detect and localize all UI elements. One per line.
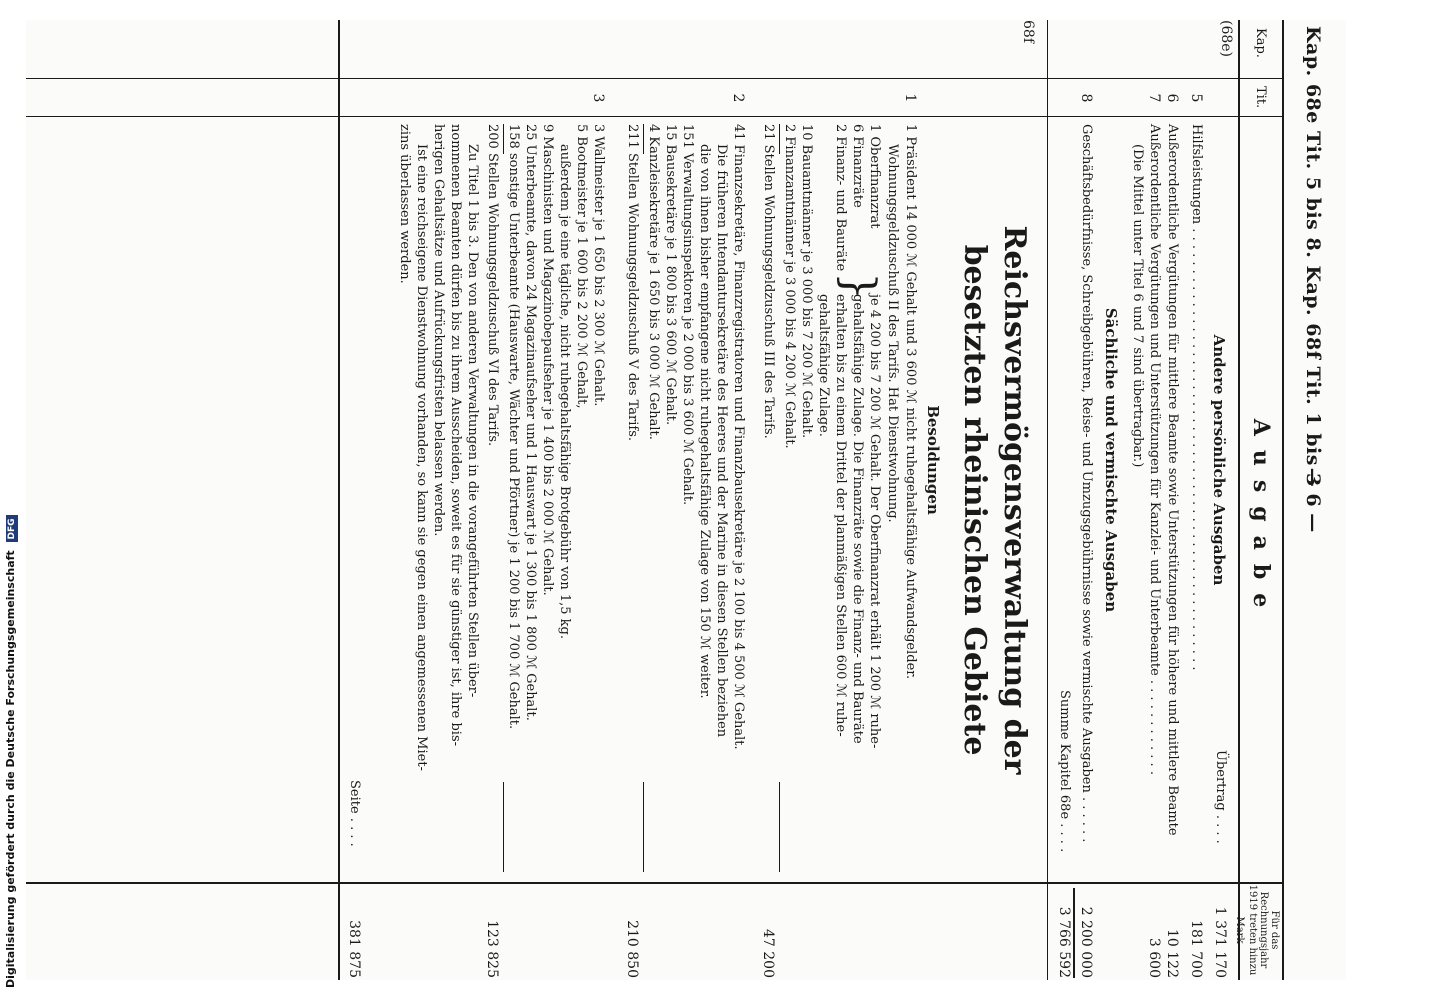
kap-68e-label: (68e) bbox=[1218, 20, 1234, 58]
header-rule bbox=[1282, 20, 1284, 980]
note-line-3: herigen Gehaltsätze und Aufrückungsfristen belassen werden. bbox=[431, 124, 446, 537]
tit-6-text: Außerordentliche Vergütungen für mittlere Beamte sowie Unterstützungen für höhere und mittlere Beamte bbox=[1165, 124, 1180, 836]
col-kap-heading: Kap. bbox=[1253, 28, 1268, 58]
tit-1-line-5: 10 Bauamtmänner je 3 000 bis 7 200 ℳ Gehalt. bbox=[799, 124, 814, 439]
tit-column-divider bbox=[26, 116, 1284, 117]
uebertrag-label: Übertrag . . . . bbox=[1213, 750, 1228, 844]
tit-8-number: 8 bbox=[1078, 93, 1094, 103]
note-line-2: nommenen Beamten dürfen bis zu ihrem Ausscheiden, soweit es für sie günstiger ist, ihre bis- bbox=[448, 124, 463, 747]
tit-5-amount: 181 700 bbox=[1188, 920, 1204, 978]
tit-1-group-1: 1 Oberfinanzrat bbox=[867, 124, 882, 229]
document-page bbox=[26, 20, 1346, 980]
dfg-logo: DFG bbox=[6, 515, 18, 542]
bottom-rule bbox=[339, 20, 341, 980]
tit-6-amount: 10 122 bbox=[1164, 929, 1180, 978]
tit-2-line-3: die von ihnen bisher empfangene nicht ruhegehaltsfähige Zulage von 150 ℳ weiter. bbox=[697, 144, 712, 699]
tit-1-line-1: 1 Präsident 14 000 ℳ Gehalt und 3 600 ℳ nicht ruhegehaltsfähige Aufwandsgelder. bbox=[903, 124, 918, 680]
tit-2-amount-rule bbox=[643, 782, 644, 872]
tit-3-number: 3 bbox=[590, 93, 606, 103]
tit-1-number: 1 bbox=[902, 93, 918, 103]
tit-2-line-2: Die früheren Intendantursekretäre des Heeres und der Marine in diesen Stellen beziehen bbox=[714, 144, 729, 738]
summe-amount: 3 766 592 bbox=[1056, 906, 1072, 978]
tit-2-amount: 210 850 bbox=[624, 920, 640, 978]
tit-1-brace-line-4: gehaltsfähige Zulage. bbox=[816, 294, 831, 437]
tit-7-number: 7 bbox=[1146, 93, 1162, 103]
tit-3-line-1: 3 Wallmeister je 1 650 bis 2 300 ℳ Gehalt. bbox=[591, 124, 606, 407]
tit-2-number: 2 bbox=[730, 93, 746, 103]
tit-2-line-5: 15 Bausekretäre je 1 800 bis 3 600 ℳ Gehalt. bbox=[663, 124, 678, 426]
footer-text: Digitalisierung gefördert durch die Deutsche Forschungsgemeinschaft bbox=[4, 550, 17, 988]
kap-column-divider bbox=[26, 78, 1284, 79]
tit-3-amount-rule bbox=[503, 782, 504, 872]
tit-1-amount-rule bbox=[779, 782, 780, 872]
tit-2-line-7: 211 Stellen Wohnungsgeldzuschuß V des Tarifs. bbox=[625, 124, 640, 442]
section-besoldungen: Besoldungen bbox=[924, 405, 942, 515]
tit-3-line-2: 5 Bootmeister je 1 600 bis 2 200 ℳ Gehalt, bbox=[574, 124, 589, 409]
note-line-1: Zu Titel 1 bis 3. Den von anderen Verwaltungen in die vorangeführten Stellen über- bbox=[465, 144, 480, 698]
brace: } bbox=[833, 272, 884, 300]
chapter-separator bbox=[1047, 20, 1048, 980]
tit-3-line-6: 158 sonstige Unterbeamte (Hauswarte, Wächter und Pförtner) je 1 200 bis 1 700 ℳ Gehalt. bbox=[506, 124, 521, 730]
tit-8-text: Geschäftsbedürfnisse, Schreibgebühren, Reise- und Umzugsgebührnisse sowie vermischte Ausgaben . . . . . . bbox=[1079, 124, 1094, 843]
tit-3-amount: 123 825 bbox=[484, 920, 500, 978]
tit-3-line-5: 25 Unterbeamte, davon 24 Magazinaufseher und 1 Hauswart je 1 300 bis 1 800 ℳ Gehalt. bbox=[523, 124, 538, 721]
tit-1-amount: 47 200 bbox=[760, 929, 776, 978]
chapter-68f-title: Reichsvermögensverwaltung der besetzten rheinischen Gebiete bbox=[957, 225, 1032, 775]
tit-1-group-3: 2 Finanz- und Bauräte bbox=[833, 124, 848, 272]
tit-7-note: (Die Mittel unter Titel 6 und 7 sind übertragbar.) bbox=[1130, 144, 1145, 468]
section-saechliche: Sächliche und vermischte Ausgaben bbox=[1102, 307, 1120, 613]
tit-1-brace-line-3: erhalten bis zu einem Drittel der planmäßigen Stellen 600 ℳ ruhe- bbox=[833, 294, 848, 737]
tit-3-line-3: außerdem je eine tägliche, nicht ruhegehaltsfähige Brotgebühr von 1,5 kg. bbox=[557, 144, 572, 640]
col-tit-heading: Tit. bbox=[1253, 86, 1268, 109]
tit-8-amount: 2 200 000 bbox=[1078, 906, 1094, 978]
tit-5-number: 5 bbox=[1188, 93, 1204, 103]
digitization-footer bbox=[4, 0, 18, 1000]
section-andere-persoenliche: Andere persönliche Ausgaben bbox=[1210, 334, 1228, 586]
note-line-4: Ist eine reichseigene Dienstwohnung vorhanden, so kann sie gegen einen angemessenen Miet- bbox=[414, 144, 429, 771]
tit-1-brace-line-1: je 4 200 bis 7 200 ℳ Gehalt. Der Oberfinanzrat erhält 1 200 ℳ ruhe- bbox=[867, 294, 882, 749]
tit-1-line-7: 21 Stellen Wohnungsgeldzuschuß III des Tarifs. bbox=[761, 124, 776, 439]
sum-rule bbox=[1074, 888, 1076, 978]
tit-1-brace-line-2: gehaltsfähige Zulage. Die Finanzräte sowie die Finanz- und Bauräte bbox=[850, 294, 865, 744]
tit-2-line-1: 41 Finanzsekretäre, Finanzregistratoren und Finanzbausekretäre je 2 100 bis 4 500 ℳ Gehalt. bbox=[731, 124, 746, 750]
uebertrag-amount: 1 371 170 bbox=[1212, 906, 1228, 978]
header-chapter-range: Kap. 68e Tit. 5 bis 8. Kap. 68f Tit. 1 bis 3 bbox=[1302, 26, 1324, 487]
tit-1-group-2: 6 Finanzräte bbox=[850, 124, 865, 208]
tit-2-line-6: 4 Kanzleisekretäre je 1 650 bis 3 000 ℳ Gehalt. bbox=[646, 124, 661, 440]
tit-1-line-6: 2 Finanzamtmänner je 3 000 bis 4 200 ℳ Gehalt. bbox=[782, 124, 797, 449]
tit-7-text: Außerordentliche Vergütungen und Unterstützungen für Kanzlei- und Unterbeamte . . . . . . . . . . . . bbox=[1147, 124, 1162, 775]
tit-1-line-2: Wohnungsgeldzuschuß II des Tarifs. Hat Dienstwohnung. bbox=[885, 144, 900, 523]
tit-2-line-4: 151 Verwaltungsinspektoren je 2 000 bis 3 600 ℳ Gehalt. bbox=[680, 124, 695, 506]
col-title-heading: Ausgabe bbox=[1248, 418, 1274, 622]
tit-5-text: Hilfsleistungen . . . . . . . . . . . . . . . . . . . . . . . . . . . . . . . . . . . . . . . . . . . . . . . . . . . . . . bbox=[1189, 124, 1204, 671]
kap-68f-label: 68f bbox=[1020, 20, 1036, 43]
tit-3-line-4: 9 Maschinisten und Magazinobераufseher je 1 400 bis 2 000 ℳ Gehalt. bbox=[540, 124, 555, 596]
tit-3-subrule bbox=[503, 124, 504, 154]
amount-column-divider bbox=[26, 882, 1284, 884]
tit-3-line-7: 200 Stellen Wohnungsgeldzuschuß VI des Tarifs. bbox=[485, 124, 500, 447]
tit-2-subrule bbox=[643, 124, 644, 154]
summe-label: Summe Kapitel 68e . . . . bbox=[1057, 690, 1072, 853]
column-head-rule bbox=[1238, 20, 1240, 980]
page-number: — 6 — bbox=[1302, 467, 1324, 533]
year-heading-unit: Mark bbox=[1234, 916, 1245, 944]
note-line-5: zins überlassen werden. bbox=[397, 124, 412, 284]
year-heading-text: Für das Rechnungsjahr 1919 treten hinzu bbox=[1247, 884, 1280, 976]
page-header bbox=[1282, 20, 1346, 980]
seite-label: Seite . . . . bbox=[347, 780, 362, 847]
tit-1-subrule bbox=[779, 124, 780, 154]
seite-amount: 381 875 bbox=[346, 920, 362, 978]
tit-7-amount: 3 600 bbox=[1146, 937, 1162, 978]
tit-6-number: 6 bbox=[1164, 93, 1180, 103]
col-year-heading bbox=[1234, 882, 1280, 978]
